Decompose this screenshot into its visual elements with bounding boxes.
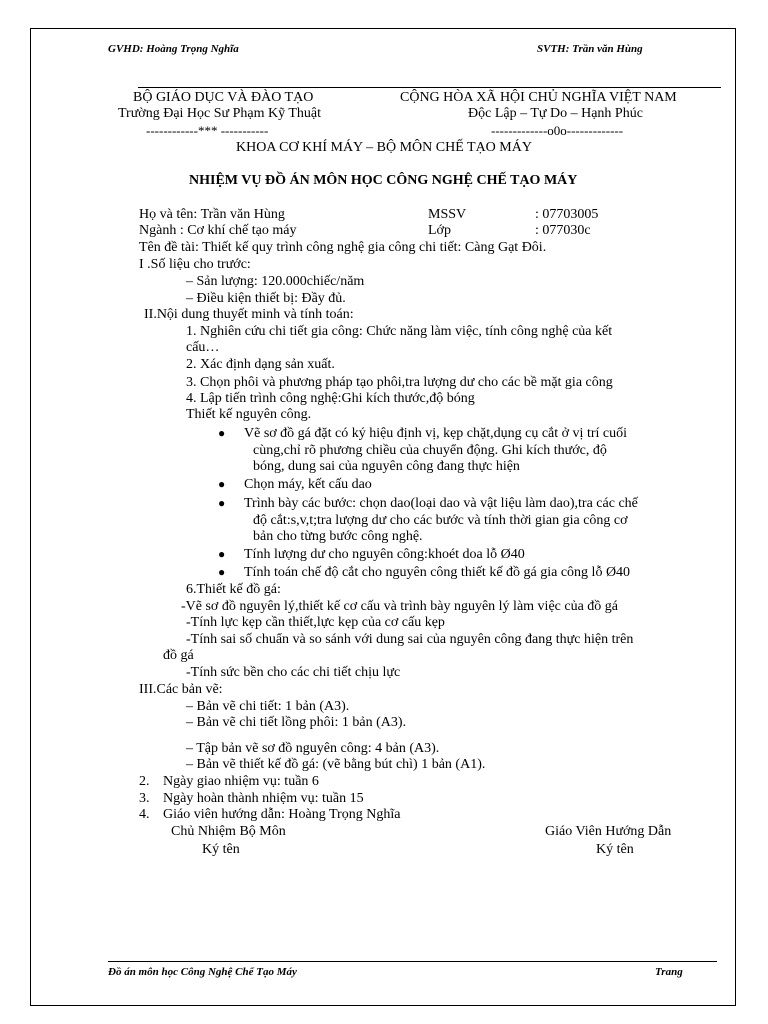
bullet-icon: ●: [218, 477, 226, 491]
section2-item3: 3. Chọn phôi và phương pháp tạo phôi,tra lượng dư cho các bề mặt gia công: [186, 375, 613, 390]
section2-item6: 6.Thiết kế đồ gá:: [186, 582, 281, 597]
mssv-value: : 07703005: [535, 207, 599, 222]
header-rule: [138, 87, 721, 88]
student-name: Họ và tên: Trần văn Hùng: [139, 207, 285, 222]
republic-motto: Độc Lập – Tự Do – Hạnh Phúc: [468, 106, 643, 121]
fixture-line: -Tính lực kẹp cần thiết,lực kẹp của cơ cấu kẹp: [186, 615, 445, 630]
bullet2-line: Chọn máy, kết cấu dao: [244, 477, 372, 492]
bullet-icon: ●: [218, 565, 226, 579]
footer-page: Trang: [655, 966, 683, 978]
section3-heading: III.Các bản vẽ:: [139, 682, 223, 697]
advisor-title: Giáo Viên Hướng Dẫn: [545, 824, 672, 839]
class-value: : 077030c: [535, 223, 591, 238]
numbered-index: 2.: [139, 774, 150, 789]
document-title: NHIỆM VỤ ĐỒ ÁN MÔN HỌC CÔNG NGHỆ CHẾ TẠO MÁY: [189, 173, 578, 188]
section2-item1-cont: cấu…: [186, 340, 220, 355]
drawing-item: – Tập bản vẽ sơ đồ nguyên công: 4 bản (A3).: [186, 741, 440, 756]
ministry-name: BỘ GIÁO DỤC VÀ ĐÀO TẠO: [133, 90, 314, 105]
header-student: SVTH: Trần văn Hùng: [537, 43, 643, 55]
numbered-text: Giáo viên hướng dẫn: Hoàng Trọng Nghĩa: [163, 807, 401, 822]
bullet4-line: Tính lượng dư cho nguyên công:khoét doa lỗ Ø40: [244, 547, 525, 562]
section2-item4: 4. Lập tiến trình công nghệ:Ghi kích thước,độ bóng: [186, 391, 475, 406]
fixture-line: -Vẽ sơ đồ nguyên lý,thiết kế cơ cấu và trình bày nguyên lý làm việc của đồ gá: [181, 599, 619, 614]
numbered-index: 3.: [139, 791, 150, 806]
footer-rule: [108, 961, 717, 962]
bullet3-line: Trình bày các bước: chọn dao(loại dao và vật liệu làm dao),tra các chế: [244, 496, 638, 511]
major-line: Ngành : Cơ khí chế tạo máy: [139, 223, 297, 238]
dept-head-sign: Ký tên: [202, 842, 240, 857]
section2-heading: II.Nội dung thuyết minh và tính toán:: [144, 307, 354, 322]
fixture-line: -Tính sức bền cho các chi tiết chịu lực: [186, 665, 401, 680]
republic-divider: -------------o0o-------------: [491, 123, 624, 138]
bullet-icon: ●: [218, 426, 226, 440]
dept-head-title: Chủ Nhiệm Bộ Môn: [171, 824, 286, 839]
section1-heading: I .Số liệu cho trước:: [139, 257, 251, 272]
bullet-icon: ●: [218, 496, 226, 510]
advisor-sign: Ký tên: [596, 842, 634, 857]
school-name: Trường Đại Học Sư Phạm Kỹ Thuật: [118, 106, 322, 121]
footer-course: Đồ án môn học Công Nghệ Chế Tạo Máy: [108, 966, 297, 978]
section2-item1: 1. Nghiên cứu chi tiết gia công: Chức năng làm việc, tính công nghệ của kết: [186, 324, 613, 339]
drawing-item: – Bản vẽ chi tiết lồng phôi: 1 bản (A3).: [186, 715, 407, 730]
fixture-line: -Tính sai số chuẩn và so sánh với dung sai của nguyên công đang thực hiện trên: [186, 632, 634, 647]
design-operation: Thiết kế nguyên công.: [186, 407, 312, 422]
bullet1-line: cùng,chỉ rõ phương chiều của chuyển động. Ghi kích thước, độ: [253, 443, 607, 458]
section1-item: – Điều kiện thiết bị: Đầy đủ.: [186, 291, 346, 306]
fixture-line: đồ gá: [163, 648, 194, 663]
bullet1-line: Vẽ sơ đồ gá đặt có ký hiệu định vị, kẹp chặt,dụng cụ cắt ở vị trí cuối: [244, 426, 627, 441]
bullet1-line: bóng, dung sai của nguyên công đang thực hiện: [253, 459, 520, 474]
topic-line: Tên đề tài: Thiết kế quy trình công nghệ gia công chi tiết: Càng Gạt Đôi.: [139, 240, 547, 255]
bullet3-line: bản cho từng bước công nghệ.: [253, 529, 423, 544]
drawing-item: – Bản vẽ thiết kế đồ gá: (vẽ bằng bút chì) 1 bản (A1).: [186, 757, 486, 772]
section2-item2: 2. Xác định dạng sản xuất.: [186, 357, 335, 372]
numbered-index: 4.: [139, 807, 150, 822]
faculty-line: KHOA CƠ KHÍ MÁY – BỘ MÔN CHẾ TẠO MÁY: [236, 140, 532, 155]
header-advisor: GVHD: Hoàng Trọng Nghĩa: [108, 43, 239, 55]
republic-name: CỘNG HÒA XÃ HỘI CHỦ NGHĨA VIỆT NAM: [400, 90, 677, 105]
numbered-text: Ngày hoàn thành nhiệm vụ: tuần 15: [163, 791, 364, 806]
drawing-item: – Bản vẽ chi tiết: 1 bản (A3).: [186, 699, 350, 714]
section1-item: – Sản lượng: 120.000chiếc/năm: [186, 274, 365, 289]
bullet5-line: Tính toán chế độ cắt cho nguyên công thiết kế đồ gá gia công lỗ Ø40: [244, 565, 631, 580]
class-label: Lớp: [428, 223, 451, 238]
mssv-label: MSSV: [428, 207, 467, 222]
numbered-text: Ngày giao nhiệm vụ: tuần 6: [163, 774, 319, 789]
bullet-icon: ●: [218, 547, 226, 561]
bullet3-line: độ cắt:s,v,t;tra lượng dư cho các bước và tính thời gian gia công cơ: [253, 513, 628, 528]
ministry-divider: ------------*** -----------: [146, 123, 269, 138]
